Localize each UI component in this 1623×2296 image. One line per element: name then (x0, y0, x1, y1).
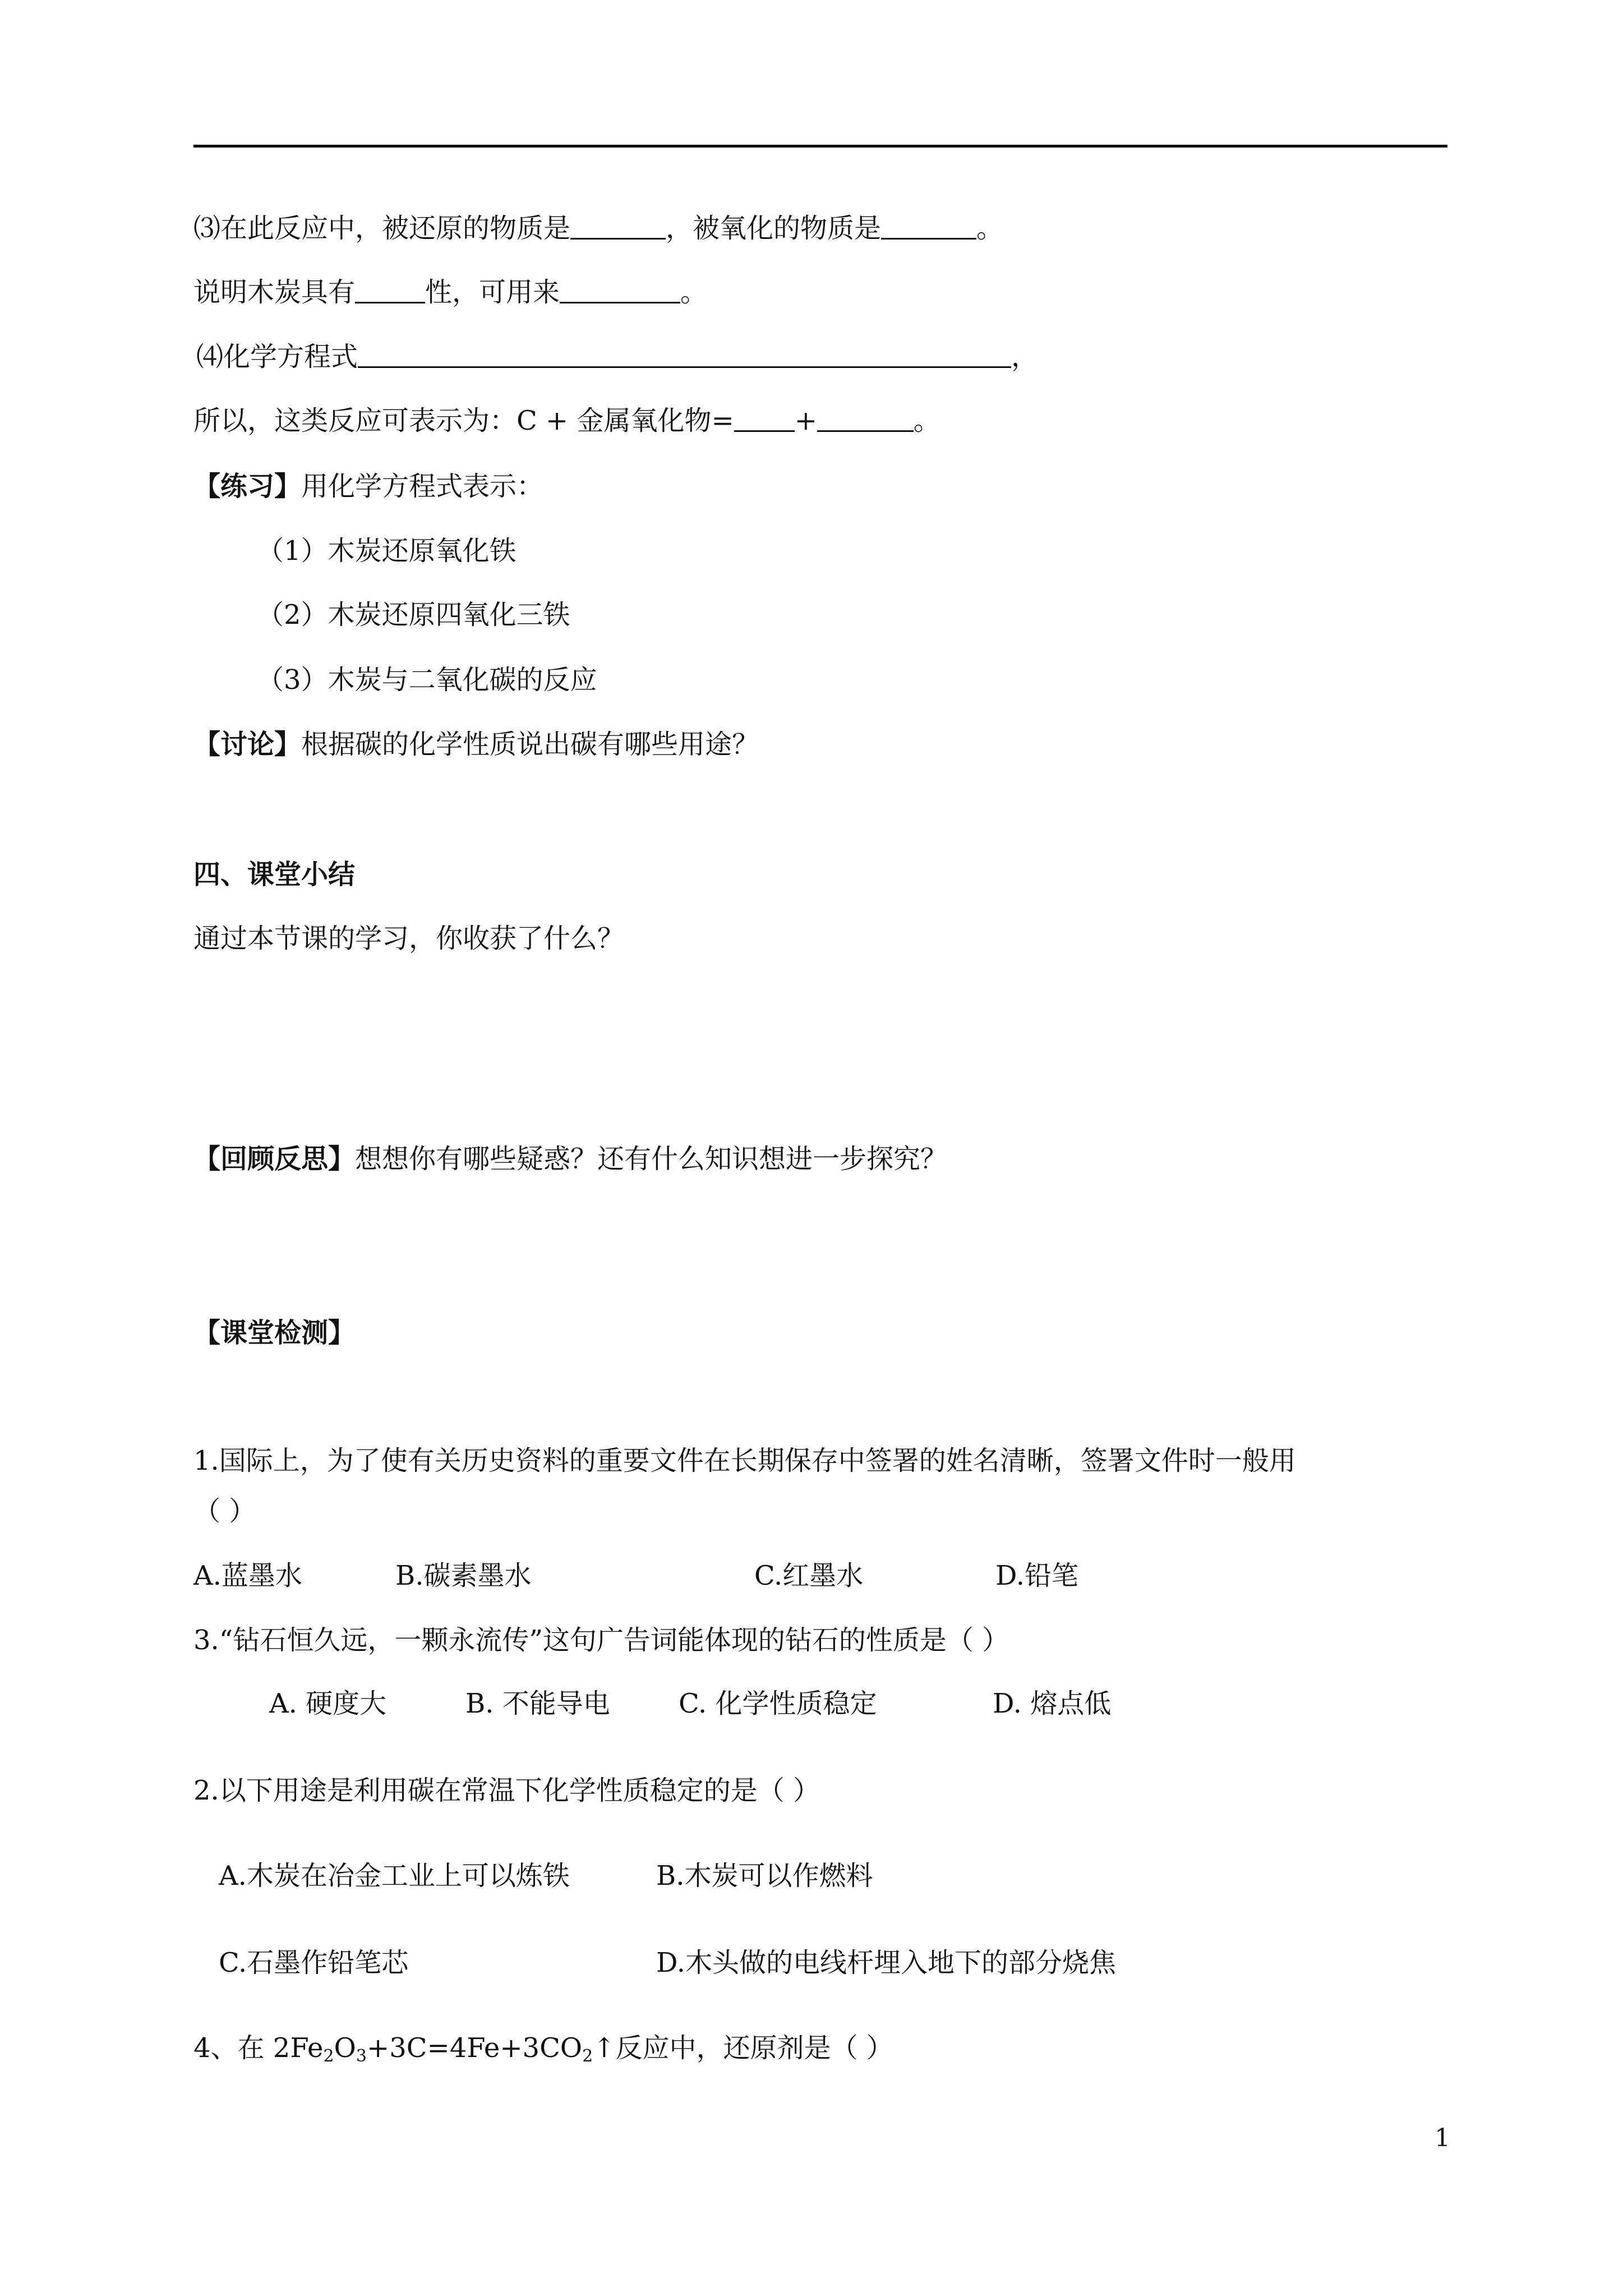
discussion-text: 根据碳的化学性质说出碳有哪些用途？ (301, 729, 759, 760)
q1-options (193, 1562, 1078, 1589)
general-text-b: + (794, 405, 817, 436)
q3-option-a: A. 硬度大 (269, 1688, 387, 1719)
q3-option-b: B. 不能导电 (465, 1688, 610, 1719)
charcoal-text-a: 说明木炭具有 (193, 277, 356, 308)
q2-options-row1 (219, 1860, 873, 1892)
page-number: 1 (1435, 2124, 1450, 2152)
summary-title: 四、课堂小结 (193, 859, 356, 890)
q2-option-d: D.木头做的电线杆埋入地下的部分烧焦 (656, 1947, 1117, 1978)
general-line (193, 407, 940, 434)
q1-option-b: B.碳素墨水 (395, 1560, 532, 1591)
q4-stem-mid2: +3C=4Fe+3CO (366, 2032, 583, 2064)
q4-stem (193, 2032, 893, 2066)
q2-options-row2 (219, 1949, 1116, 1976)
practice-item: （1）木炭还原氧化铁 (257, 535, 517, 567)
q2-stem: 2.以下用途是利用碳在常温下化学性质稳定的是（ ） (193, 1775, 820, 1806)
q3-text-a: ⑶在此反应中，被还原的物质是 (193, 213, 571, 244)
practice-prompt: 用化学方程式表示： (301, 471, 544, 502)
q3-line (193, 215, 1003, 242)
charcoal-blank-use (560, 279, 680, 303)
q4-subscript: 2 (323, 2046, 334, 2066)
q3-option-c: C. 化学性质稳定 (679, 1688, 877, 1719)
reflection-heading: 【回顾反思】 (193, 1143, 356, 1175)
discussion-heading: 【讨论】 (193, 729, 302, 760)
q1-answer-paren: （ ） (193, 1496, 256, 1527)
q4-blank-equation (358, 344, 1011, 368)
summary-text: 通过本节课的学习，你收获了什么？ (193, 923, 625, 954)
header-rule (193, 145, 1447, 148)
q3-text-b: ，被氧化的物质是 (666, 213, 882, 244)
q4-subscript: 2 (582, 2046, 593, 2066)
q4-text-b: ， (1011, 341, 1039, 372)
q3-option-d: D. 熔点低 (993, 1688, 1112, 1719)
q4-subscript: 3 (356, 2046, 367, 2066)
q4-text-a: ⑷化学方程式 (196, 341, 358, 372)
general-blank-2 (817, 408, 914, 432)
q1-option-a: A.蓝墨水 (193, 1560, 302, 1591)
practice-line (193, 473, 543, 500)
q3-text-c: 。 (976, 213, 1004, 244)
practice-item: （2）木炭还原四氧化三铁 (257, 599, 570, 631)
test-heading: 【课堂检测】 (193, 1317, 356, 1349)
q4-stem-post: ↑反应中，还原剂是（ ） (593, 2032, 893, 2064)
reflection-text: 想想你有哪些疑惑？还有什么知识想进一步探究？ (355, 1143, 948, 1175)
q4-stem-pre: 4、在 2Fe (193, 2032, 324, 2064)
general-blank-1 (734, 408, 795, 432)
q1-option-c: C.红墨水 (754, 1560, 864, 1591)
charcoal-text-b: 性，可用来 (425, 277, 560, 308)
discussion-line (193, 731, 759, 758)
q4-stem-mid1: O (334, 2032, 356, 2064)
q1-option-d: D.铅笔 (995, 1560, 1079, 1591)
q2-option-b: B.木炭可以作燃料 (656, 1860, 873, 1892)
general-text-a: 所以，这类反应可表示为：C + 金属氧化物= (193, 405, 734, 436)
q3-stem: 3.“钻石恒久远，一颗永流传”这句广告词能体现的钻石的性质是（ ） (193, 1625, 1009, 1656)
q3-blank-oxidized (881, 215, 976, 240)
charcoal-text-c: 。 (680, 277, 708, 308)
charcoal-line (193, 279, 707, 306)
q3-blank-reduced (570, 215, 666, 240)
charcoal-blank-property (355, 279, 425, 303)
q4-line (196, 343, 1038, 370)
q1-stem: 1.国际上，为了使有关历史资料的重要文件在长期保存中签署的姓名清晰，签署文件时一般用 (193, 1445, 1296, 1476)
reflection-line (193, 1143, 948, 1175)
q2-option-c: C.石墨作铅笔芯 (219, 1947, 409, 1978)
q2-option-a: A.木炭在冶金工业上可以炼铁 (219, 1860, 570, 1892)
general-text-c: 。 (913, 405, 940, 436)
q3-options (269, 1690, 1111, 1717)
practice-item: （3）木炭与二氧化碳的反应 (257, 664, 597, 696)
practice-heading: 【练习】 (193, 471, 302, 502)
